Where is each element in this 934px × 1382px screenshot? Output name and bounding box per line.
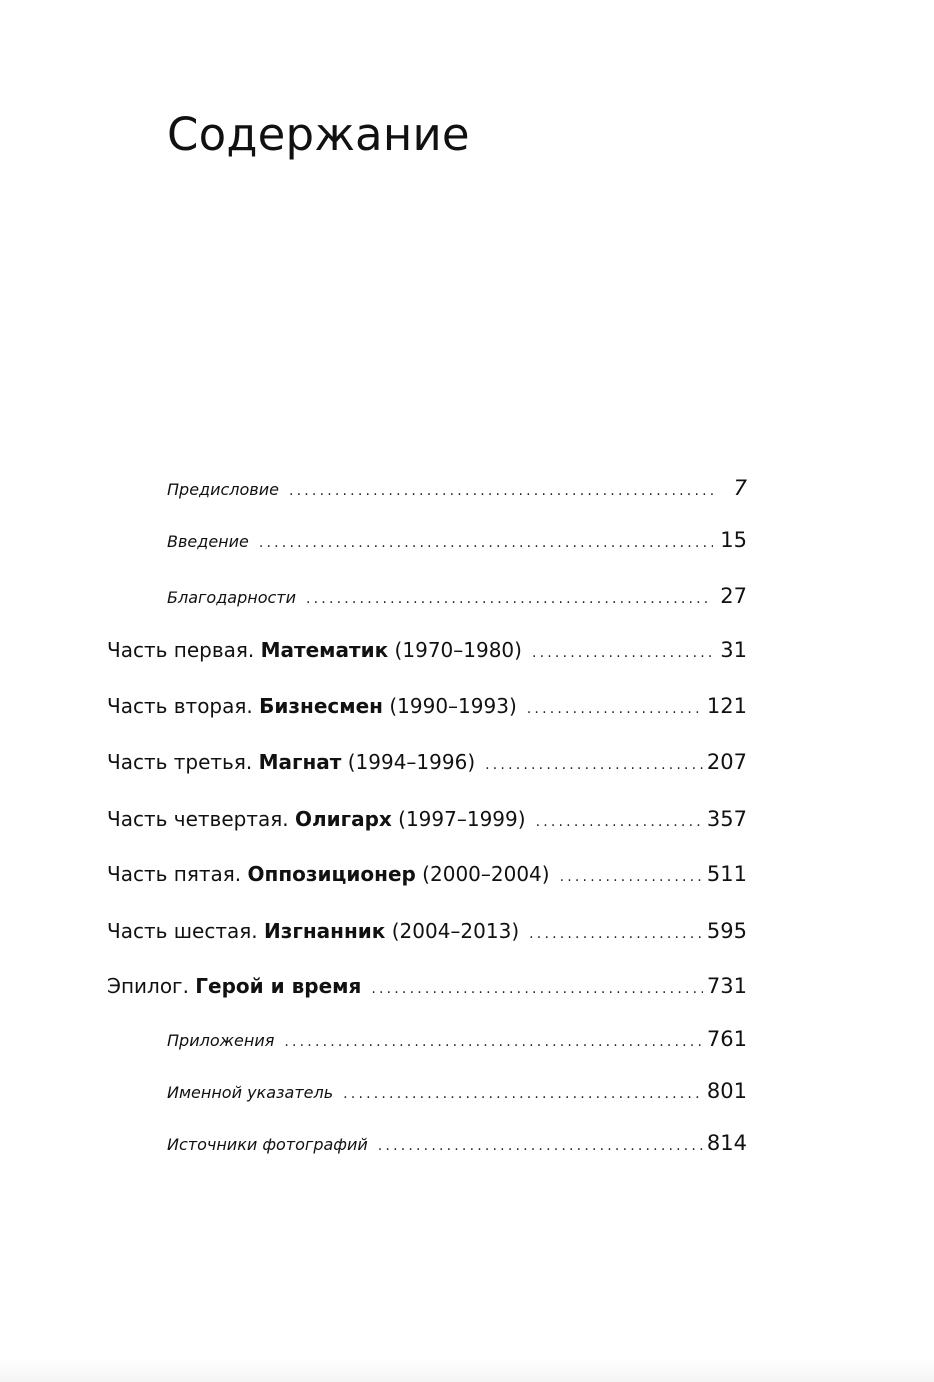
part-name: Олигарх [294, 807, 392, 831]
dot-leader [529, 926, 703, 942]
toc-entry-label: Благодарности [167, 588, 296, 607]
toc-entry-part-2[interactable] [107, 694, 747, 724]
epilogue-name: Герой и время [195, 974, 362, 998]
toc-entry-part-3[interactable] [107, 750, 747, 780]
toc-entry-label: Предисловие [167, 480, 279, 499]
toc-entry-label: Введение [167, 532, 249, 551]
toc-entry-label [107, 862, 550, 886]
toc-entry-part-6[interactable] [107, 919, 747, 949]
toc-entry-label [107, 919, 519, 943]
toc-entry-epilogue[interactable] [107, 974, 747, 1004]
toc-entry-part-5[interactable] [107, 862, 747, 892]
dot-leader [343, 1086, 703, 1102]
part-name: Математик [260, 638, 389, 662]
part-prefix: Часть третья. [107, 750, 259, 774]
toc-entry-introduction[interactable] [167, 528, 747, 558]
dot-leader [485, 757, 703, 773]
dot-leader [532, 645, 713, 661]
part-name: Бизнесмен [259, 694, 383, 718]
toc-entry-label [107, 807, 526, 831]
dot-leader [259, 535, 713, 551]
toc-entry-label [107, 750, 475, 774]
part-name: Оппозиционер [247, 862, 416, 886]
toc-entry-appendices[interactable] [167, 1027, 747, 1057]
part-name: Изгнанник [264, 919, 386, 943]
toc-entry-part-4[interactable] [107, 807, 747, 837]
toc-page-number: 27 [720, 584, 747, 608]
part-years: (1970–1980) [388, 638, 522, 662]
toc-entry-label [107, 638, 522, 662]
toc-page-number: 761 [706, 1027, 747, 1051]
dot-leader [560, 869, 703, 885]
part-name: Магнат [258, 750, 342, 774]
toc-page-number: 31 [720, 638, 747, 662]
toc-page-number: 595 [706, 919, 747, 943]
dot-leader [527, 701, 703, 717]
dot-leader [306, 591, 713, 607]
toc-entry-label: Именной указатель [167, 1083, 334, 1102]
toc-entry-photo-credits[interactable] [167, 1131, 747, 1161]
toc-page-number: 7 [733, 476, 747, 500]
toc-page-number: 511 [706, 862, 747, 886]
page-bottom-edge [0, 1358, 934, 1382]
toc-page-number: 207 [706, 750, 747, 774]
toc-page-number: 121 [706, 694, 747, 718]
part-prefix: Часть шестая. [107, 919, 265, 943]
toc-entry-label [107, 974, 361, 998]
page-title: Содержание [167, 108, 470, 161]
part-prefix: Часть вторая. [107, 694, 260, 718]
toc-entry-label: Источники фотографий [167, 1135, 368, 1154]
part-years: (1997–1999) [391, 807, 526, 831]
toc-entry-label [107, 694, 517, 718]
epilogue-prefix: Эпилог. [107, 974, 196, 998]
part-prefix: Часть пятая. [107, 862, 248, 886]
part-prefix: Часть первая. [107, 638, 261, 662]
part-years: (1990–1993) [383, 694, 517, 718]
toc-entry-label: Приложения [167, 1031, 275, 1050]
toc-entry-acknowledgements[interactable] [167, 584, 747, 614]
toc-page-number: 15 [720, 528, 747, 552]
part-years: (2000–2004) [415, 862, 550, 886]
part-years: (2004–2013) [385, 919, 520, 943]
dot-leader [378, 1138, 703, 1154]
dot-leader [289, 483, 713, 499]
toc-entry-name-index[interactable] [167, 1079, 747, 1109]
dot-leader [284, 1034, 703, 1050]
toc-entry-part-1[interactable] [107, 638, 747, 668]
toc-page-number: 357 [706, 807, 747, 831]
dot-leader [536, 814, 703, 830]
toc-page-number: 814 [706, 1131, 747, 1155]
toc-page-number: 731 [706, 974, 747, 998]
toc-entry-preface[interactable] [167, 476, 747, 506]
part-years: (1994–1996) [341, 750, 476, 774]
dot-leader [371, 981, 703, 997]
toc-page-number: 801 [706, 1079, 747, 1103]
part-prefix: Часть четвертая. [107, 807, 295, 831]
